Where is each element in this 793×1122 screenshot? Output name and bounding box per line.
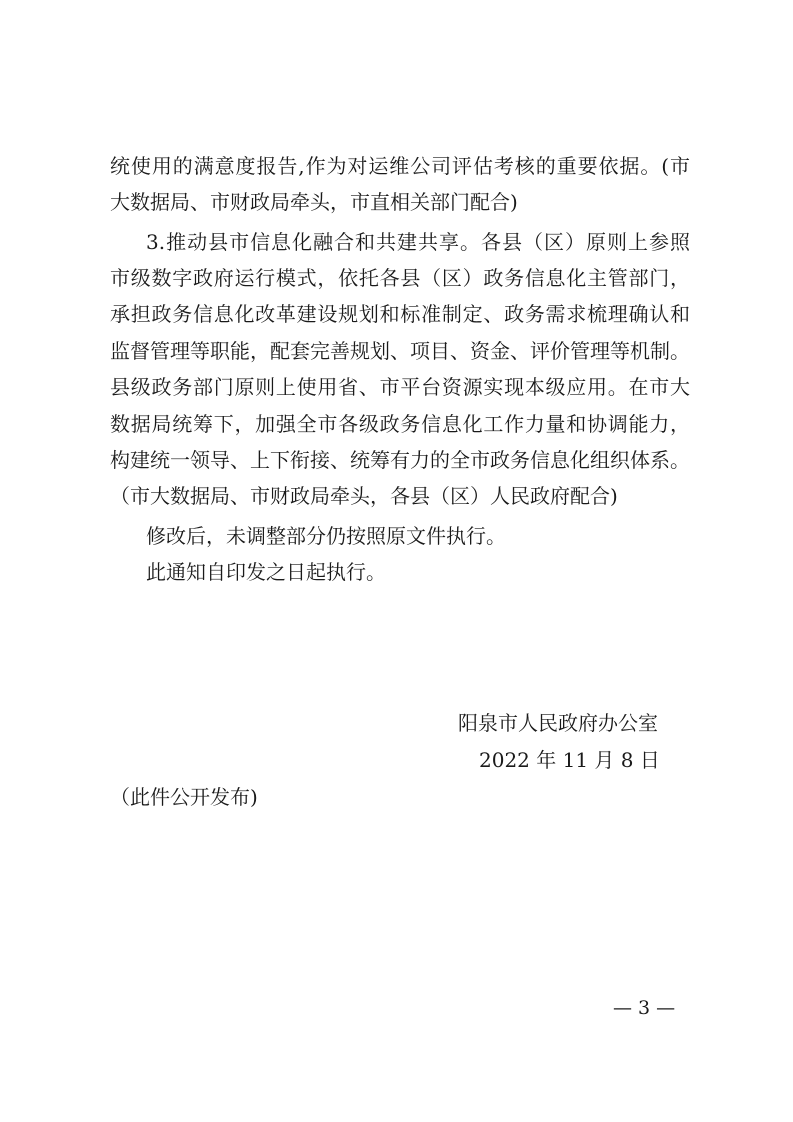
body-line-2: 大数据局、市财政局牵头，市直相关部门配合) [110, 190, 518, 214]
body-line-6: 监督管理等职能，配套完善规划、项目、资金、评价管理等机制。 [110, 339, 690, 363]
body-line-11: 修改后，未调整部分仍按照原文件执行。 [146, 524, 506, 548]
body-line-5: 承担政务信息化改革建设规划和标准制定、政务需求梳理确认和 [110, 302, 690, 326]
issuer-name: 阳泉市人民政府办公室 [458, 711, 658, 735]
body-line-12: 此通知自印发之日起执行。 [146, 560, 386, 584]
disclosure-note: （此件公开发布) [110, 785, 258, 809]
body-line-4: 市级数字政府运行模式，依托各县（区）政务信息化主管部门， [110, 266, 690, 290]
body-line-8: 数据局统筹下，加强全市各级政务信息化工作力量和协调能力， [110, 412, 690, 436]
body-line-1: 统使用的满意度报告,作为对运维公司评估考核的重要依据。(市 [110, 154, 690, 178]
body-line-10: （市大数据局、市财政局牵头，各县（区）人民政府配合) [110, 484, 618, 508]
body-line-3: 3.推动县市信息化融合和共建共享。各县（区）原则上参照 [146, 230, 690, 254]
issue-date: 2022 年 11 月 8 日 [479, 748, 660, 772]
page-number: — 3 — [613, 997, 676, 1019]
body-line-7: 县级政务部门原则上使用省、市平台资源实现本级应用。在市大 [110, 375, 690, 399]
body-line-9: 构建统一领导、上下衔接、统筹有力的全市政务信息化组织体系。 [110, 448, 690, 472]
